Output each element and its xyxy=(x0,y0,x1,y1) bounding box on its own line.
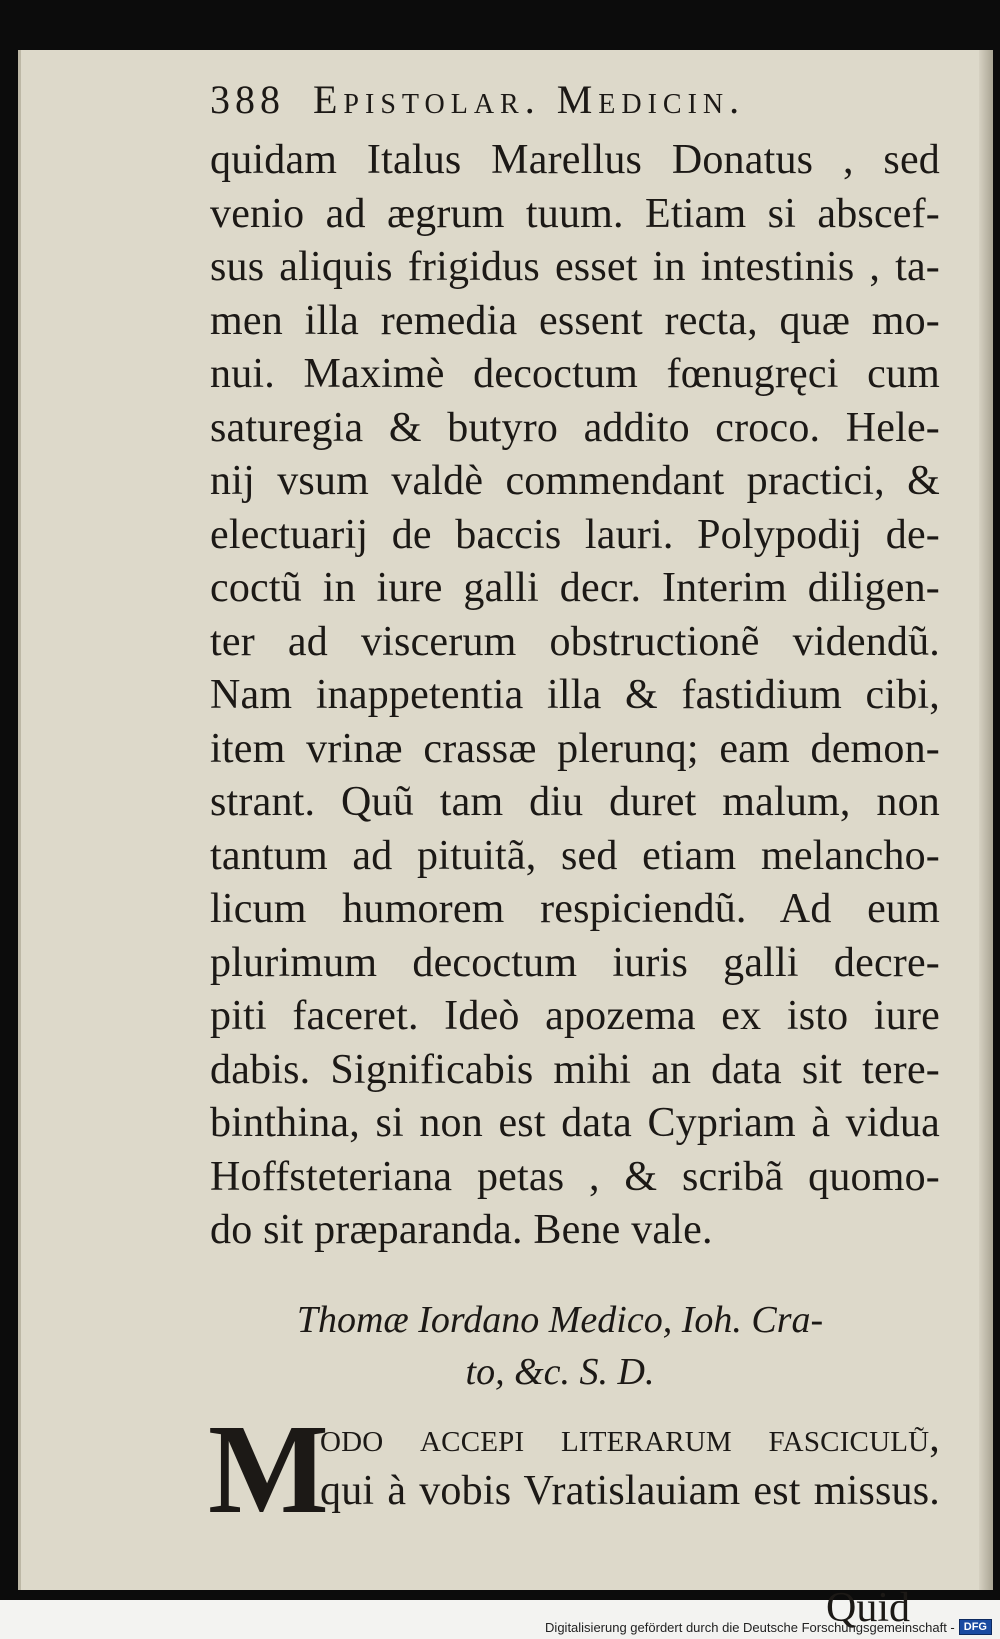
text-line: men illa remedia essent recta, quæ mo- xyxy=(210,297,940,344)
text-line: item vrinæ crassæ plerunq; eam demon- xyxy=(210,725,940,772)
text-line: coctũ in iure galli decr. Interim diligen- xyxy=(210,565,940,611)
heading-line: Thomæ Iordano Medico, Ioh. Cra- xyxy=(296,1298,824,1341)
text-line: nui. Maximè decoctum fœnugręci cum xyxy=(210,351,940,397)
text-line: odo accepi literarum fasciculũ, xyxy=(320,1414,940,1461)
text-line: ter ad viscerum obstructionẽ videndũ. xyxy=(210,618,940,665)
text-line: qui à vobis Vratislauiam est missus. xyxy=(320,1468,940,1514)
text-line: quidam Italus Marellus Donatus , sed xyxy=(210,137,940,183)
page-number: 388 xyxy=(210,77,285,122)
text-line: dabis. Significabis mihi an data sit tere- xyxy=(210,1046,940,1093)
text-line: electuarij de baccis lauri. Polypodij de- xyxy=(210,511,940,558)
drop-cap: M xyxy=(208,1397,329,1540)
text-line: Hoffsteteriana petas , & scribã quomo- xyxy=(210,1153,940,1200)
body-text xyxy=(210,134,940,1258)
text-line: plurimum decoctum iuris galli decre- xyxy=(210,939,940,986)
text-block xyxy=(210,76,940,1635)
text-line: sus aliquis frigidus esset in intestinis , ta- xyxy=(210,244,940,290)
running-title: Epistolar. Medicin. xyxy=(313,77,746,122)
text-line: licum humorem respiciendũ. Ad eum xyxy=(210,886,940,932)
text-line: binthina, si non est data Cypriam à vidua xyxy=(210,1100,940,1146)
credit-text: Digitalisierung gefördert durch die Deutsche Forschungsgemeinschaft - xyxy=(545,1619,955,1635)
catchword: Quid xyxy=(826,1584,910,1631)
page-edge xyxy=(979,50,993,1590)
text-line: Nam inappetentia illa & fastidium cibi, xyxy=(210,672,940,718)
letter-heading xyxy=(210,1294,870,1398)
text-line: nij vsum valdè commendant practici, & xyxy=(210,458,940,504)
heading-line: to, &c. S. D. xyxy=(465,1350,655,1393)
text-line: piti faceret. Ideò apozema ex isto iure xyxy=(210,993,940,1039)
text-line: do sit præparanda. Bene vale. xyxy=(210,1207,713,1253)
letter-opening xyxy=(208,1397,940,1582)
dfg-logo: DFG xyxy=(959,1619,992,1635)
footer-credit xyxy=(545,1619,992,1635)
text-line: venio ad ægrum tuum. Etiam si abscef- xyxy=(210,190,940,237)
text-line: strant. Quũ tam diu duret malum, non xyxy=(210,779,940,825)
text-line: saturegia & butyro addito croco. Hele- xyxy=(210,404,940,451)
text-line: tantum ad pituitã, sed etiam melancho- xyxy=(210,832,940,879)
running-head xyxy=(210,76,940,134)
